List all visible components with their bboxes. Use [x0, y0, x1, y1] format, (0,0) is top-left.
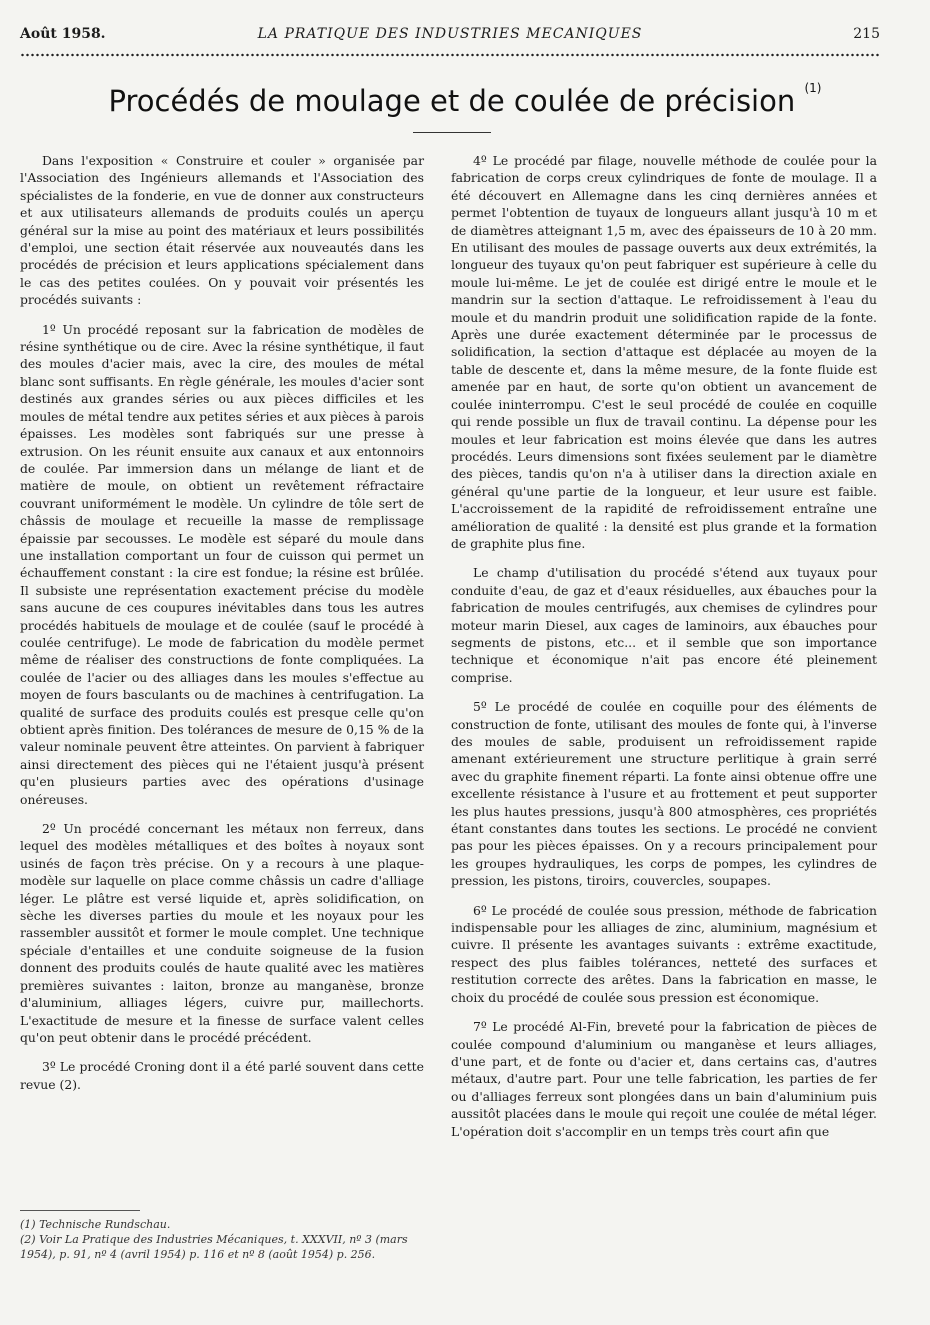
right-column — [451, 152, 877, 1152]
footnotes — [20, 1210, 424, 1262]
paragraph-process-3: 3º Le procédé Croning dont il a été parlé souvent dans cette revue (2). — [20, 1059, 424, 1092]
article-title-block — [0, 81, 930, 118]
dotted-rule — [20, 53, 880, 57]
article-title: Procédés de moulage et de coulée de précision — [108, 84, 796, 118]
title-footnote-mark: (1) — [804, 81, 822, 96]
journal-title: LA PRATIQUE DES INDUSTRIES MECANIQUES — [257, 26, 643, 42]
paragraph-process-7: 7º Le procédé Al-Fin, breveté pour la fabrication de pièces de coulée compound d'aluminium ou manganèse et leurs alliages, d'une part, et de fonte ou d'acier et, dans certains cas, d'autres métaux, d'autre part. Pour une telle fabrication, les parties de fer ou d'alliages ferreux sont plongées dans un bain d'aluminium puis aussitôt placées dans le moule qui reçoit une coulée de métal léger. L'opération doit s'accomplir en un temps très court afin que — [451, 1019, 877, 1139]
footnote-rule — [20, 1210, 140, 1211]
paragraph-applications: Le champ d'utilisation du procédé s'étend aux tuyaux pour conduite d'eau, de gaz et d'eaux résiduelles, aux ébauches pour la fabrication de moules centrifugés, aux chemises de cylindres pour moteur marin Diesel, aux cages de laminoirs, aux ébauches pour segments de pistons, etc... et il semble que son importance technique et économique n'ait pas encore été pleinement comprise. — [451, 565, 877, 685]
paragraph-process-1: 1º Un procédé reposant sur la fabrication de modèles de résine synthétique ou de cire. Avec la résine synthétique, il faut des moules d'acier mais, avec la cire, des moules de métal blanc sont suffisants. En règle générale, les moules d'acier sont destinés aux grandes séries ou aux pièces difficiles et les moules de métal tendre aux petites séries et aux pièces à parois épaisses. Les modèles sont fabriqués sur une presse à extrusion. On les réunit ensuite aux canaux et aux entonnoirs de coulée. Par immersion dans un mélange de liant et de matière de moule, on obtient un revêtement réfractaire couvrant uniformément le modèle. Un cylindre de tôle sert de châssis de moulage et recueille la masse de remplissage épaissie par secousses. Le modèle est séparé du moule dans une installation comportant un four de cuisson qui permet un échauffement constant : la cire est fondue; la résine est brûlée. Il subsiste une représentation exactement précise du modèle sans aucune de ces coupures inévitables dans tous les autres procédés habituels de moulage et de coulée (sauf le procédé à coulée centrifuge). Le mode de fabrication du modèle permet même de réaliser des constructions de fonte compliquées. La coulée de l'acier ou des alliages dans les moules s'effectue au moyen de fours basculants ou de machines à centrifugation. La qualité de surface des produits coulés est presque celle qu'on obtient après finition. Des tolérances de mesure de 0,15 % de la valeur nominale peuvent être atteintes. On parvient à fabriquer ainsi directement des pièces qui ne l'étaient jusqu'à présent qu'en plusieurs parties avec des opérations d'usinage onéreuses. — [20, 321, 424, 807]
paragraph-process-6: 6º Le procédé de coulée sous pression, méthode de fabrication indispensable pour les alliages de zinc, aluminium, magnésium et cuivre. Il présente les avantages suivants : extrême exactitude, respect des plus faibles tolérances, netteté des surfaces et restitution correcte des arêtes. Dans la fabrication en masse, le choix du procédé de coulée sous pression est économique. — [451, 902, 877, 1005]
title-underline — [413, 132, 491, 133]
issue-date: Août 1958. — [20, 26, 106, 42]
left-column — [20, 152, 424, 1105]
paragraph-process-4: 4º Le procédé par filage, nouvelle méthode de coulée pour la fabrication de corps creux cylindriques de fonte de moulage. Il a été découvert en Allemagne dans les cinq dernières années et permet l'obtention de tuyaux de longueurs allant jusqu'à 10 m et de diamètres atteignant 1,5 m, avec des épaisseurs de 10 à 20 mm. En utilisant des moules de passage ouverts aux deux extrémités, la longueur des tuyaux qu'on peut fabriquer est supérieure à celle du moule lui-même. Le jet de coulée est dirigé entre le moule et le mandrin sur la section d'attaque. Le refroidissement à l'eau du moule et du mandrin produit une solidification rapide de la fonte. Après une durée exactement déterminée par le processus de solidification, la section d'attaque est déplacée au moyen de la table de descente et, dans la même mesure, de la fonte fluide est amenée par en haut, de sorte qu'on obtient un avancement de coulée ininterrompu. C'est le seul procédé de coulée en coquille qui rende possible un flux de travail continu. La dépense pour les moules et leur fabrication est moins élevée que dans les autres procédés. Leurs dimensions sont fixées seulement par le diamètre des pièces, tandis qu'on n'a à utiliser dans la direction axiale en général qu'une partie de la longueur, et leur usure est faible. L'accroissement de la rapidité de refroidissement entraîne une amélioration de qualité : la densité est plus grande et la formation de graphite plus fine. — [451, 153, 877, 551]
footnote-2: (2) Voir La Pratique des Industries Mécaniques, t. XXXVII, nº 3 (mars 1954), p. 91, nº 4 (avril 1954) p. 116 et nº 8 (août 1954) p. 256. — [20, 1233, 408, 1261]
running-header — [20, 22, 880, 48]
footnote-1: (1) Technische Rundschau. — [20, 1218, 171, 1231]
page-number: 215 — [853, 26, 880, 42]
paragraph-intro: Dans l'exposition « Construire et couler » organisée par l'Association des Ingénieurs allemands et l'Association des spécialistes de la fonderie, en vue de donner aux constructeurs et aux utilisateurs allemands de produits coulés un aperçu général sur la mise au point des matériaux et leurs possibilités d'emploi, une section était réservée aux nouveautés dans les procédés de précision et leurs applications spécialement dans le cas des petites coulées. On y pouvait voir présentés les procédés suivants : — [20, 153, 424, 308]
paragraph-process-2: 2º Un procédé concernant les métaux non ferreux, dans lequel des modèles métalliques et des boîtes à noyaux sont usinés de façon très précise. On y a recours à une plaque-modèle sur laquelle on place comme châssis un cadre d'alliage léger. Le plâtre est versé liquide et, après solidification, on sèche les diverses parties du moule et les noyaux pour les rassembler aussitôt et former le moule complet. Une technique spéciale d'entailles et une conduite soigneuse de la fusion donnent des produits coulés de haute qualité avec les matières premières suivantes : laiton, bronze au manganèse, bronze d'aluminium, alliages légers, cuivre pur, maillechorts. L'exactitude de mesure et la finesse de surface valent celles qu'on peut obtenir dans le procédé précédent. — [20, 821, 424, 1045]
paragraph-process-5: 5º Le procédé de coulée en coquille pour des éléments de construction de fonte, utilisant des moules de fonte qui, à l'inverse des moules de sable, produisent un refroidissement rapide amenant extérieurement une structure perlitique à grain serré avec du graphite finement réparti. La fonte ainsi obtenue offre une excellente résistance à l'usure et au frottement et peut supporter les plus hautes pressions, jusqu'à 800 atmosphères, ces propriétés étant constantes dans toutes les sections. Le procédé ne convient pas pour les pièces épaisses. On y a recours principalement pour les groupes hydrauliques, les corps de pompes, les cylindres de pression, les pistons, tiroirs, couvercles, soupapes. — [451, 699, 877, 889]
